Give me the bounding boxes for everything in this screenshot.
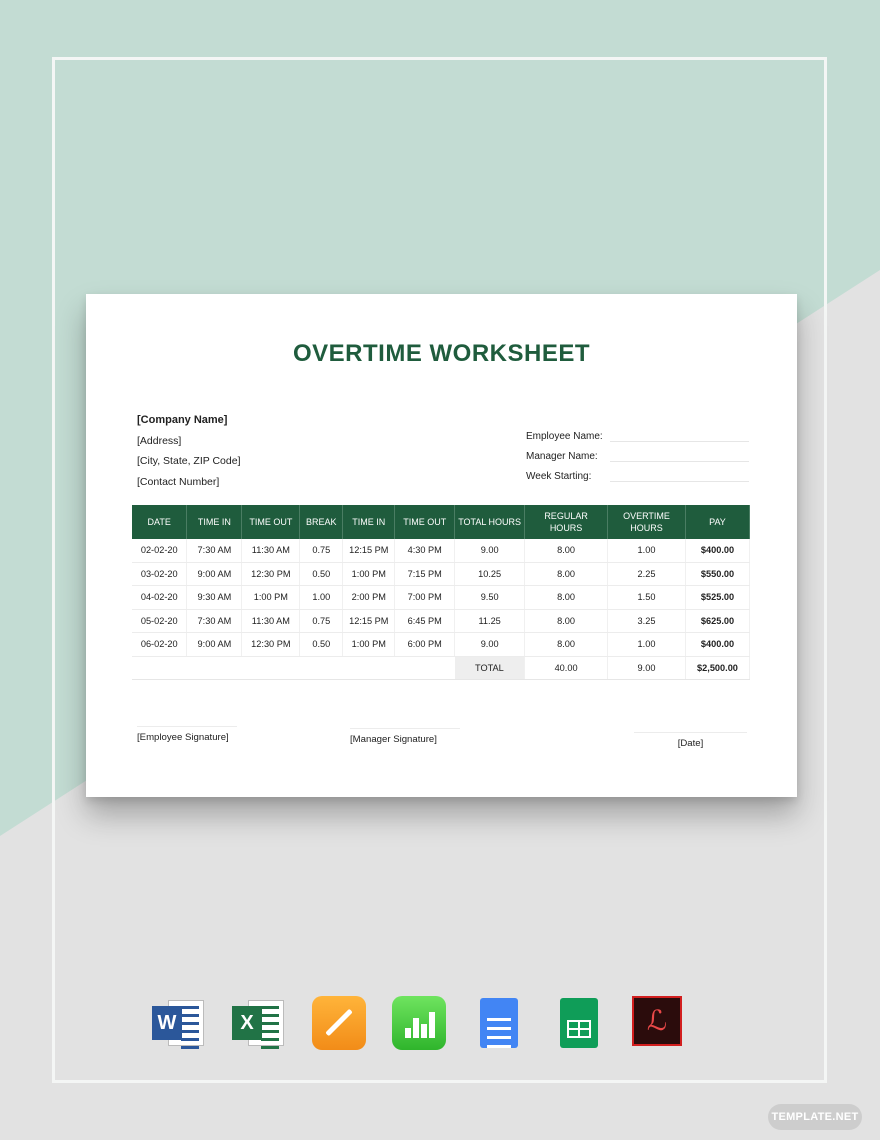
cell-pay: $525.00: [685, 586, 749, 610]
word-badge: W: [152, 1006, 182, 1040]
word-icon[interactable]: [152, 996, 206, 1050]
company-info: [137, 414, 241, 496]
cell-overtime-hours: 2.25: [608, 562, 686, 586]
header-break: BREAK: [300, 505, 343, 539]
header-date: DATE: [132, 505, 187, 539]
table-header-row: [132, 505, 750, 539]
total-row: [132, 656, 750, 680]
cell-break: 0.50: [300, 633, 343, 657]
cell-time-out-2: 4:30 PM: [395, 539, 455, 562]
cell-overtime-hours: 1.00: [608, 539, 686, 562]
employee-name-field: [610, 429, 749, 442]
cell-time-out-1: 11:30 AM: [242, 539, 300, 562]
cell-regular-hours: 8.00: [525, 539, 608, 562]
manager-signature-label: [Manager Signature]: [350, 734, 437, 745]
worksheet-page: [86, 294, 797, 797]
cell-time-out-2: 6:00 PM: [395, 633, 455, 657]
table-row: [132, 562, 750, 586]
week-starting-field: [610, 469, 749, 482]
brand-badge[interactable]: TEMPLATE.NET: [768, 1104, 862, 1130]
cell-total-hours: 11.25: [455, 609, 525, 633]
cell-date: 04-02-20: [132, 586, 187, 610]
cell-time-out-1: 12:30 PM: [242, 562, 300, 586]
cell-time-in-2: 12:15 PM: [343, 539, 395, 562]
total-label: TOTAL: [455, 656, 525, 680]
pdf-icon[interactable]: [632, 996, 682, 1046]
google-docs-page-graphic: [480, 998, 518, 1048]
employee-fields: [526, 422, 749, 482]
header-regular-hours: REGULAR HOURS: [525, 505, 608, 539]
date-signature-label: [Date]: [677, 738, 704, 749]
cell-overtime-hours: 1.00: [608, 633, 686, 657]
cell-time-in-1: 9:30 AM: [187, 586, 242, 610]
company-name: [Company Name]: [137, 414, 228, 426]
cell-time-out-2: 7:15 PM: [395, 562, 455, 586]
cell-break: 1.00: [300, 586, 343, 610]
cell-time-in-2: 1:00 PM: [343, 562, 395, 586]
week-starting-row: [526, 462, 749, 482]
table-row: [132, 586, 750, 610]
date-signature-line: [634, 732, 747, 733]
total-regular-hours: 40.00: [525, 656, 608, 680]
google-sheets-grid-graphic: [567, 1020, 591, 1038]
cell-break: 0.75: [300, 609, 343, 633]
cell-pay: $550.00: [685, 562, 749, 586]
manager-name-label: Manager Name:: [526, 451, 598, 462]
cell-time-out-1: 12:30 PM: [242, 633, 300, 657]
header-time-out-2: TIME OUT: [395, 505, 455, 539]
cell-overtime-hours: 1.50: [608, 586, 686, 610]
pages-icon[interactable]: [312, 996, 366, 1050]
employee-signature-label: [Employee Signature]: [137, 732, 229, 743]
format-icons-row: [152, 996, 708, 1050]
total-pay: $2,500.00: [685, 656, 749, 680]
cell-pay: $625.00: [685, 609, 749, 633]
cell-time-in-1: 7:30 AM: [187, 539, 242, 562]
employee-name-row: [526, 422, 749, 442]
header-time-in-2: TIME IN: [343, 505, 395, 539]
header-time-out-1: TIME OUT: [242, 505, 300, 539]
header-time-in-1: TIME IN: [187, 505, 242, 539]
google-sheets-icon[interactable]: [552, 996, 606, 1050]
cell-total-hours: 9.00: [455, 539, 525, 562]
cell-date: 03-02-20: [132, 562, 187, 586]
cell-regular-hours: 8.00: [525, 586, 608, 610]
cell-regular-hours: 8.00: [525, 562, 608, 586]
cell-break: 0.75: [300, 539, 343, 562]
manager-signature: [350, 728, 460, 745]
cell-total-hours: 10.25: [455, 562, 525, 586]
cell-total-hours: 9.50: [455, 586, 525, 610]
cell-time-in-2: 12:15 PM: [343, 609, 395, 633]
cell-time-out-1: 11:30 AM: [242, 609, 300, 633]
week-starting-label: Week Starting:: [526, 471, 592, 482]
overtime-table: [132, 505, 750, 680]
cell-time-out-2: 7:00 PM: [395, 586, 455, 610]
manager-name-row: [526, 442, 749, 462]
company-address: [Address]: [137, 434, 182, 447]
cell-time-in-2: 2:00 PM: [343, 586, 395, 610]
cell-time-in-1: 7:30 AM: [187, 609, 242, 633]
cell-time-in-1: 9:00 AM: [187, 562, 242, 586]
cell-time-in-2: 1:00 PM: [343, 633, 395, 657]
pages-pen-graphic: [325, 1009, 353, 1037]
company-city: [City, State, ZIP Code]: [137, 455, 241, 467]
employee-name-label: Employee Name:: [526, 431, 603, 442]
manager-signature-line: [350, 728, 460, 729]
cell-pay: $400.00: [685, 633, 749, 657]
header-overtime-hours: OVERTIME HOURS: [608, 505, 686, 539]
table-row: [132, 609, 750, 633]
cell-time-out-2: 6:45 PM: [395, 609, 455, 633]
table-row: [132, 633, 750, 657]
employee-signature: [137, 726, 237, 743]
numbers-icon[interactable]: [392, 996, 446, 1050]
excel-icon[interactable]: [232, 996, 286, 1050]
excel-badge: X: [232, 1006, 262, 1040]
cell-break: 0.50: [300, 562, 343, 586]
total-overtime-hours: 9.00: [608, 656, 686, 680]
employee-signature-line: [137, 726, 237, 727]
cell-total-hours: 9.00: [455, 633, 525, 657]
cell-time-in-1: 9:00 AM: [187, 633, 242, 657]
pdf-glyph: ℒ: [646, 1005, 668, 1036]
company-contact: [Contact Number]: [137, 475, 220, 488]
cell-regular-hours: 8.00: [525, 609, 608, 633]
cell-overtime-hours: 3.25: [608, 609, 686, 633]
cell-regular-hours: 8.00: [525, 633, 608, 657]
cell-pay: $400.00: [685, 539, 749, 562]
header-total-hours: TOTAL HOURS: [455, 505, 525, 539]
page-title: OVERTIME WORKSHEET: [292, 340, 590, 367]
date-signature: [634, 732, 747, 749]
cell-time-out-1: 1:00 PM: [242, 586, 300, 610]
total-spacer: [132, 656, 455, 680]
cell-date: 06-02-20: [132, 633, 187, 657]
google-docs-icon[interactable]: [472, 996, 526, 1050]
cell-date: 05-02-20: [132, 609, 187, 633]
header-pay: PAY: [685, 505, 749, 539]
table-row: [132, 539, 750, 562]
cell-date: 02-02-20: [132, 539, 187, 562]
manager-name-field: [610, 449, 749, 462]
